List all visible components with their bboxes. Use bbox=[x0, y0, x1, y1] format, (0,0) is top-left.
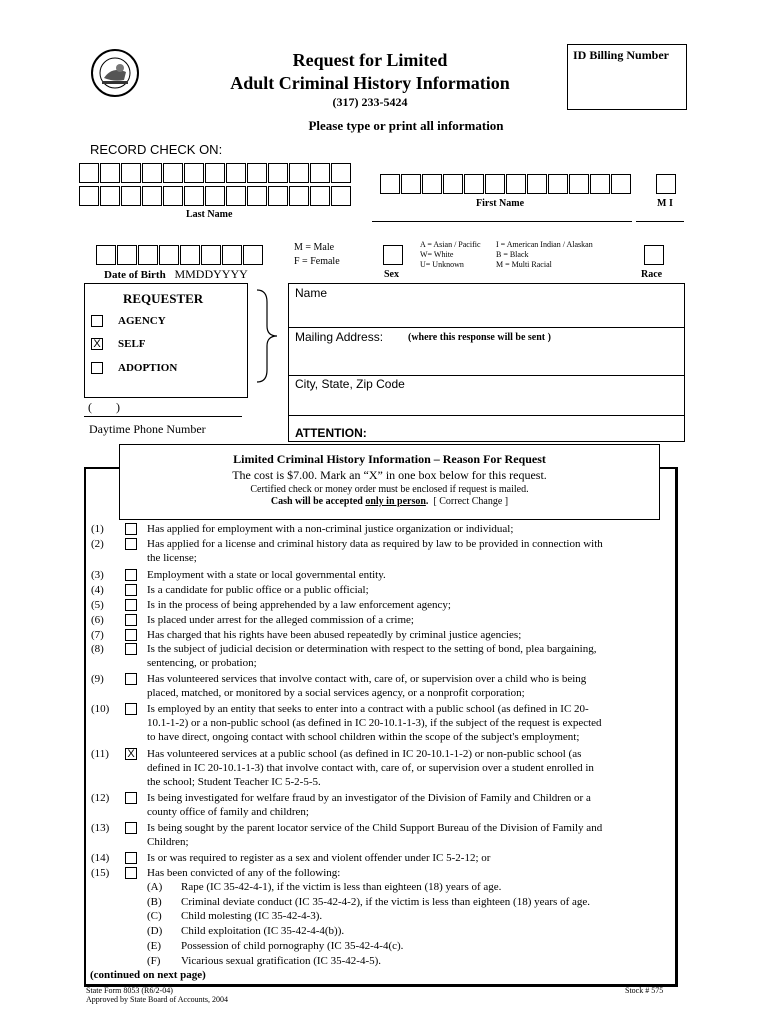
sex-box[interactable] bbox=[383, 245, 404, 265]
item-text-line: Has applied for employment with a non-criminal justice organization or individual; bbox=[147, 523, 514, 535]
title-line2: Adult Criminal History Information bbox=[230, 73, 510, 93]
mailing-address-field[interactable] bbox=[289, 328, 684, 376]
reason-checkbox[interactable] bbox=[125, 852, 137, 864]
mailing-label: Mailing Address: bbox=[295, 330, 384, 344]
city-label: City, State, Zip Code bbox=[295, 377, 405, 391]
reason-checkbox[interactable] bbox=[125, 599, 137, 611]
form-number: State Form 8053 (R6/2-04) bbox=[86, 986, 173, 995]
item-text-line: Has volunteered services at a public school (as defined in IC 20-10.1-1-2) or non-public school (as bbox=[147, 748, 582, 760]
self-label: SELF bbox=[118, 338, 146, 350]
item-text-line: to have direct, ongoing contact with school children within the scope of the subject's employment; bbox=[147, 731, 580, 743]
reason-checkbox[interactable] bbox=[125, 614, 137, 626]
reason-checkbox[interactable] bbox=[125, 584, 137, 596]
cash-suffix: . bbox=[425, 496, 429, 507]
id-billing-label: ID Billing Number bbox=[573, 48, 670, 62]
mi-label: M I bbox=[657, 198, 673, 209]
item-text-line: Is or was required to register as a sex and violent offender under IC 5-2-12; or bbox=[147, 852, 491, 864]
race-box[interactable] bbox=[644, 245, 665, 265]
mi-line bbox=[636, 221, 684, 222]
first-name-label: First Name bbox=[476, 198, 525, 209]
reason-checkbox[interactable] bbox=[125, 569, 137, 581]
phone-label: Daytime Phone Number bbox=[89, 422, 206, 436]
item-number: (14) bbox=[91, 852, 110, 864]
item-number: (4) bbox=[91, 584, 104, 596]
adoption-checkbox[interactable] bbox=[91, 362, 103, 374]
item-number: (6) bbox=[91, 614, 104, 626]
reason-checkbox[interactable] bbox=[125, 538, 137, 550]
item-number: (8) bbox=[91, 643, 104, 655]
sex-codes: M = Male F = Female bbox=[294, 242, 340, 267]
reason-checkbox[interactable] bbox=[125, 703, 137, 715]
record-check-label: RECORD CHECK ON: bbox=[90, 142, 223, 157]
item-text-line: Children; bbox=[147, 836, 189, 848]
conviction-text: Child molesting (IC 35-42-4-3). bbox=[181, 910, 323, 923]
agency-checkbox[interactable] bbox=[91, 315, 103, 327]
phone-line bbox=[84, 416, 242, 417]
requester-title: REQUESTER bbox=[123, 291, 204, 306]
sex-label: Sex bbox=[384, 269, 399, 280]
continued-note: (continued on next page) bbox=[90, 969, 206, 981]
id-billing-box[interactable] bbox=[567, 44, 687, 110]
certified-line: Certified check or money order must be enclosed if request is mailed. bbox=[250, 484, 529, 495]
item-text-line: Has volunteered services that involve contact with, care of, or supervision over a child who is being bbox=[147, 673, 587, 685]
item-text-line: Is in the process of being apprehended by a law enforcement agency; bbox=[147, 599, 451, 611]
last-name-boxes-row2[interactable] bbox=[79, 186, 352, 206]
reason-checkbox[interactable] bbox=[125, 629, 137, 641]
item-text-line: Is a candidate for public office or a public official; bbox=[147, 584, 369, 596]
attention-label: ATTENTION: bbox=[295, 426, 367, 440]
item-text-line: the license; bbox=[147, 552, 197, 564]
mailing-note: (where this response will be sent ) bbox=[408, 332, 551, 343]
dob-format: MMDDYYYY bbox=[174, 267, 248, 281]
conviction-text: Possession of child pornography (IC 35-42-4-4(c). bbox=[181, 939, 404, 952]
adoption-label: ADOPTION bbox=[118, 362, 178, 374]
item-text-line: Has been convicted of any of the following: bbox=[147, 867, 341, 879]
item-text-line: Is employed by an entity that seeks to enter into a contract with a public school (as defined in IC 20- bbox=[147, 703, 589, 715]
reason-checkbox[interactable] bbox=[125, 822, 137, 834]
item-text-line: defined in IC 20-10.1-1-3) that involve contact with, care of, or supervision over a student enrolled in bbox=[147, 762, 594, 774]
first-name-boxes[interactable] bbox=[380, 174, 632, 194]
conviction-text: Rape (IC 35-42-4-1), if the victim is less than eighteen (18) years of age. bbox=[181, 881, 502, 893]
cash-prefix: Cash will be accepted bbox=[270, 496, 366, 507]
dob-label: Date of Birth bbox=[104, 269, 166, 281]
conviction-text: Criminal deviate conduct (IC 35-42-4-2), if the victim is less than eighteen (18) years of age. bbox=[181, 895, 591, 908]
reason-title: Limited Criminal History Information – Reason For Request bbox=[233, 452, 546, 466]
reason-checkbox[interactable] bbox=[125, 523, 137, 535]
reason-checkbox[interactable]: X bbox=[125, 748, 137, 760]
conviction-letter: (A) bbox=[147, 881, 163, 893]
reason-checkbox[interactable] bbox=[125, 792, 137, 804]
item-number: (9) bbox=[91, 673, 104, 685]
item-text-line: sentencing, or probation; bbox=[147, 657, 257, 669]
header-phone: (317) 233-5424 bbox=[332, 95, 408, 109]
item-number: (15) bbox=[91, 867, 110, 879]
item-number: (2) bbox=[91, 538, 104, 550]
cash-underlined: only in person bbox=[365, 496, 426, 507]
item-text-line: Has charged that his rights have been abused repeatedly by criminal justice agencies; bbox=[147, 629, 522, 641]
conviction-letter: (C) bbox=[147, 910, 162, 923]
correct-change: [ Correct Change ] bbox=[428, 496, 509, 507]
conviction-letter: (E) bbox=[147, 939, 162, 952]
conviction-letter: (D) bbox=[147, 925, 163, 938]
item-number: (3) bbox=[91, 569, 104, 581]
last-name-label: Last Name bbox=[186, 209, 233, 220]
instruction: Please type or print all information bbox=[308, 118, 504, 133]
item-text-line: the school; Student Teacher IC 5-2-5-5. bbox=[147, 776, 321, 788]
item-number: (12) bbox=[91, 792, 110, 804]
agency-label: AGENCY bbox=[118, 315, 166, 327]
reason-checkbox[interactable] bbox=[125, 643, 137, 655]
cost-line: The cost is $7.00. Mark an “X” in one box below for this request. bbox=[232, 468, 547, 482]
conviction-letter: (B) bbox=[147, 895, 162, 908]
item-text-line: Has applied for a license and criminal history data as required by law to be provided in connection with bbox=[147, 538, 603, 550]
name-field[interactable] bbox=[289, 284, 684, 328]
item-number: (7) bbox=[91, 629, 104, 641]
reason-checkbox[interactable] bbox=[125, 867, 137, 879]
item-text-line: county office of family and children; bbox=[147, 806, 309, 818]
conviction-text: Child exploitation (IC 35-42-4-4(b)). bbox=[181, 925, 345, 938]
item-number: (5) bbox=[91, 599, 104, 611]
item-text-line: Is the subject of judicial decision or determination with respect to the setting of bond, plea bargaining, bbox=[147, 643, 597, 655]
brace-icon bbox=[255, 288, 279, 389]
race-codes-left: A = Asian / Pacific W= White U= Unknown bbox=[420, 240, 481, 269]
name-label: Name bbox=[295, 286, 328, 300]
first-name-line bbox=[372, 221, 632, 222]
reason-checkbox[interactable] bbox=[125, 673, 137, 685]
item-text-line: Employment with a state or local governmental entity. bbox=[147, 569, 386, 581]
attention-field[interactable] bbox=[289, 416, 684, 443]
item-text-line: Is being sought by the parent locator service of the Child Support Bureau of the Division of Family and bbox=[147, 822, 603, 834]
self-checkbox[interactable]: X bbox=[91, 338, 103, 350]
item-text-line: 10.1-1-2) or a non-public school (as defined in IC 20-10.1-1-3), if the subject of the request is expected bbox=[147, 717, 602, 729]
phone-area-code[interactable]: ( ) bbox=[88, 400, 120, 414]
item-number: (1) bbox=[91, 523, 104, 535]
item-number: (10) bbox=[91, 703, 110, 715]
state-seal bbox=[90, 48, 140, 98]
item-text-line: Is being investigated for welfare fraud by an investigator of the Division of Family and Children or a bbox=[147, 792, 591, 804]
requester-box bbox=[84, 283, 248, 398]
item-number: (11) bbox=[91, 748, 109, 760]
last-name-boxes-row1[interactable] bbox=[79, 163, 352, 183]
conviction-text: Vicarious sexual gratification (IC 35-42-4-5). bbox=[181, 954, 382, 967]
approved-note: Approved by State Board of Accounts, 2004 bbox=[86, 995, 228, 1004]
stock-number: Stock # 575 bbox=[625, 986, 664, 995]
dob-boxes[interactable] bbox=[96, 245, 264, 265]
middle-initial-box[interactable] bbox=[656, 174, 677, 194]
race-label: Race bbox=[641, 269, 663, 280]
item-text-line: placed, matched, or monitored by a social services agency, or a nonprofit corporation; bbox=[147, 687, 525, 699]
city-state-zip-field[interactable] bbox=[289, 376, 684, 416]
item-number: (13) bbox=[91, 822, 110, 834]
reason-header bbox=[119, 444, 660, 520]
race-codes-right: I = American Indian / Alaskan B = Black M = Multi Racial bbox=[496, 240, 593, 269]
item-text-line: Is placed under arrest for the alleged commission of a crime; bbox=[147, 614, 414, 626]
title-line1: Request for Limited bbox=[292, 50, 448, 70]
address-box bbox=[288, 283, 685, 442]
conviction-letter: (F) bbox=[147, 954, 161, 967]
